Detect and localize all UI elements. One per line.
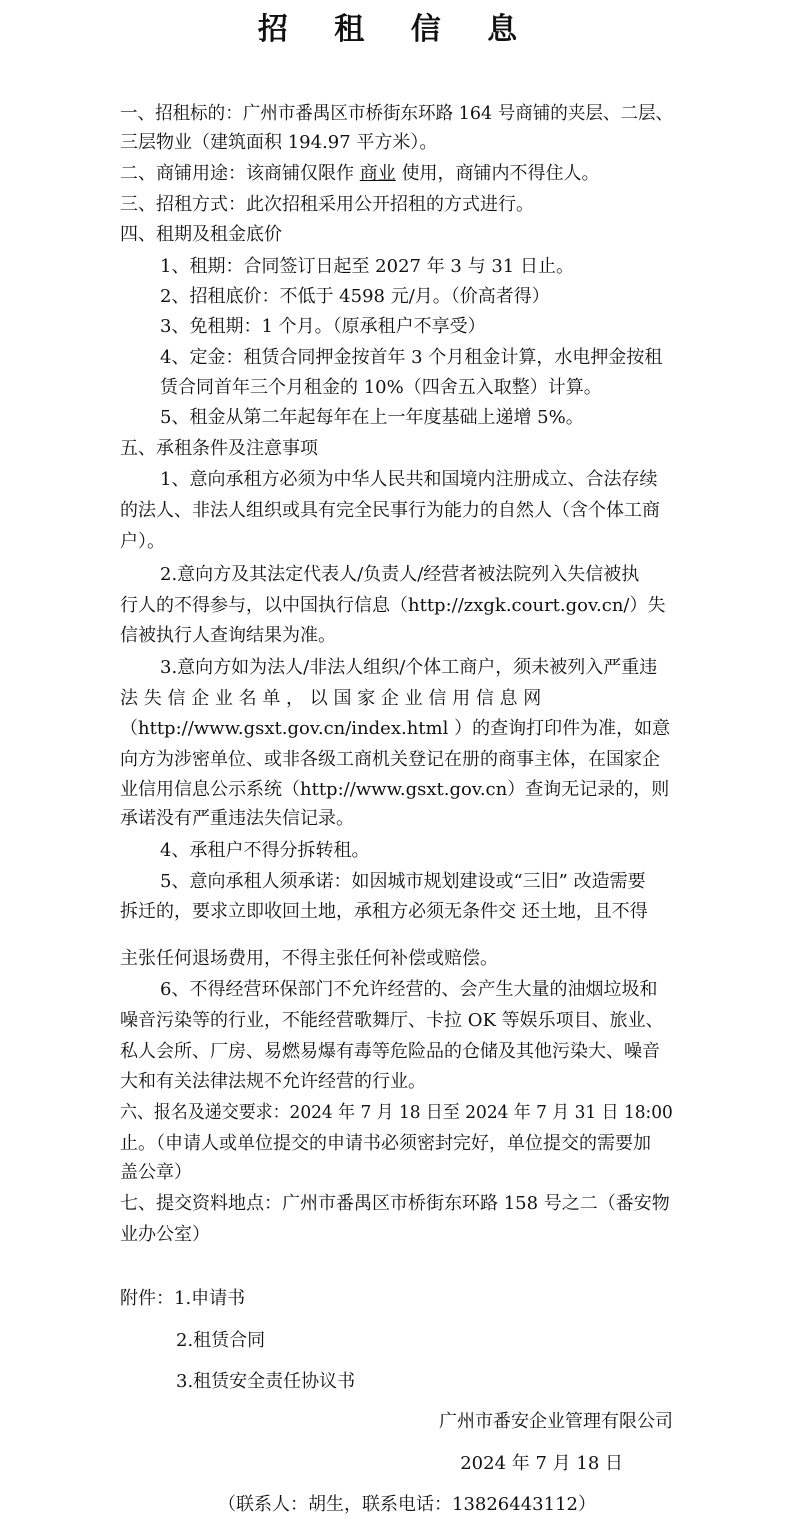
- section-4-item-3: 3、免租期：1 个月。（原承租户不享受）: [160, 316, 486, 337]
- section-1-line-2: 三层物业（建筑面积 194.97 平方米）。: [120, 132, 438, 153]
- section-2-post: 使用，商铺内不得住人。: [395, 163, 600, 184]
- section-5-c2b: 行人的不得参与，以中国执行信息（http://zxgk.court.gov.cn/）失: [120, 595, 666, 616]
- page-title: 招 租 信 息: [257, 12, 536, 47]
- section-1-line-1: 一、招租标的：广州市番禺区市桥街东环路 164 号商铺的夹层、二层、: [120, 103, 674, 124]
- section-2: [120, 161, 599, 187]
- section-5-c2c: 信被执行人查询结果为准。: [120, 625, 336, 646]
- section-5-c3e: 业信用信息公示系统（http://www.gsxt.gov.cn）查询无记录的，则: [120, 779, 670, 800]
- section-2-use: 商业: [359, 163, 396, 184]
- section-6-line-1: 六、报名及递交要求：2024 年 7 月 18 日至 2024 年 7 月 31 日 18:00: [120, 1102, 673, 1123]
- section-4-item-4b: 赁合同首年三个月租金的 10%（四舍五入取整）计算。: [160, 377, 602, 398]
- section-5-c2a: 2.意向方及其法定代表人/负责人/经营者被法院列入失信被执: [160, 564, 640, 585]
- section-5-c6b: 噪音污染等的行业，不能经营歌舞厅、卡拉 OK 等娱乐项目、旅业、: [120, 1010, 664, 1031]
- section-5-c6c: 私人会所、厂房、易燃易爆有毒等危险品的仓储及其他污染大、噪音: [120, 1041, 660, 1062]
- section-5-c1a: 1、意向承租方必须为中华人民共和国境内注册成立、合法存续: [160, 469, 658, 490]
- section-5-c3d: 向方为涉密单位、或非各级工商机关登记在册的商事主体，在国家企: [120, 749, 660, 770]
- section-5-c3c: （http://www.gsxt.gov.cn/index.html ）的查询打印件为准，如意: [120, 718, 671, 739]
- company-name: 广州市番安企业管理有限公司: [439, 1411, 673, 1432]
- section-5-c4: 4、承租户不得分拆转租。: [160, 840, 370, 861]
- section-5-c1b: 的法人、非法人组织或具有完全民事行为能力的自然人（含个体工商: [120, 500, 660, 521]
- section-4-item-2: 2、招租底价：不低于 4598 元/月。（价高者得）: [160, 286, 550, 307]
- section-5-c1c: 户）。: [120, 531, 165, 552]
- attachment-3: 3.租赁安全责任协议书: [176, 1371, 356, 1392]
- section-7-line-1: 七、提交资料地点：广州市番禺区市桥街东环路 158 号之二（番安物: [120, 1193, 670, 1214]
- attachments: [120, 1286, 245, 1312]
- section-4-item-4a: 4、定金：租赁合同押金按首年 3 个月租金计算，水电押金按租: [160, 347, 663, 368]
- section-3: 三、招租方式：此次招租采用公开招租的方式进行。: [120, 194, 534, 215]
- section-5-c6a: 6、不得经营环保部门不允许经营的、会产生大量的油烟垃圾和: [160, 979, 658, 1000]
- contact-info: （联系人：胡生，联系电话：13826443112）: [218, 1494, 596, 1515]
- section-5-c5c: 主张任何退场费用，不得主张任何补偿或赔偿。: [120, 948, 498, 969]
- attachment-2: 2.租赁合同: [176, 1330, 266, 1351]
- attachment-1: 1.申请书: [174, 1288, 246, 1309]
- section-5-c3f: 承诺没有严重违法失信记录。: [120, 808, 354, 829]
- section-5-c6d: 大和有关法律法规不允许经营的行业。: [120, 1071, 426, 1092]
- section-7-line-2: 业办公室）: [120, 1224, 210, 1245]
- section-4-item-5: 5、租金从第二年起每年在上一年度基础上递增 5%。: [160, 407, 584, 428]
- section-4-item-1: 1、租期：合同签订日起至 2027 年 3 与 31 日止。: [160, 256, 574, 277]
- section-5-c3b: 法 失 信 企 业 名 单 ， 以 国 家 企 业 信 用 信 息 网: [120, 688, 542, 709]
- section-5-c5b: 拆迁的，要求立即收回土地，承租方必须无条件交 还土地，且不得: [120, 901, 648, 922]
- section-2-pre: 二、商铺用途：该商铺仅限作: [120, 163, 360, 184]
- section-5-heading: 五、承租条件及注意事项: [120, 438, 318, 459]
- section-5-c3a: 3.意向方如为法人/非法人组织/个体工商户，须未被列入严重违: [160, 657, 658, 678]
- section-6-line-3: 盖公章）: [120, 1162, 192, 1183]
- attachments-label: 附件：: [120, 1288, 174, 1309]
- issue-date: 2024 年 7 月 18 日: [460, 1453, 623, 1474]
- section-4-heading: 四、租期及租金底价: [120, 224, 282, 245]
- section-5-c5a: 5、意向承租人须承诺：如因城市规划建设或“三旧” 改造需要: [160, 871, 646, 892]
- section-6-line-2: 止。（申请人或单位提交的申请书必须密封完好，单位提交的需要加: [120, 1133, 651, 1154]
